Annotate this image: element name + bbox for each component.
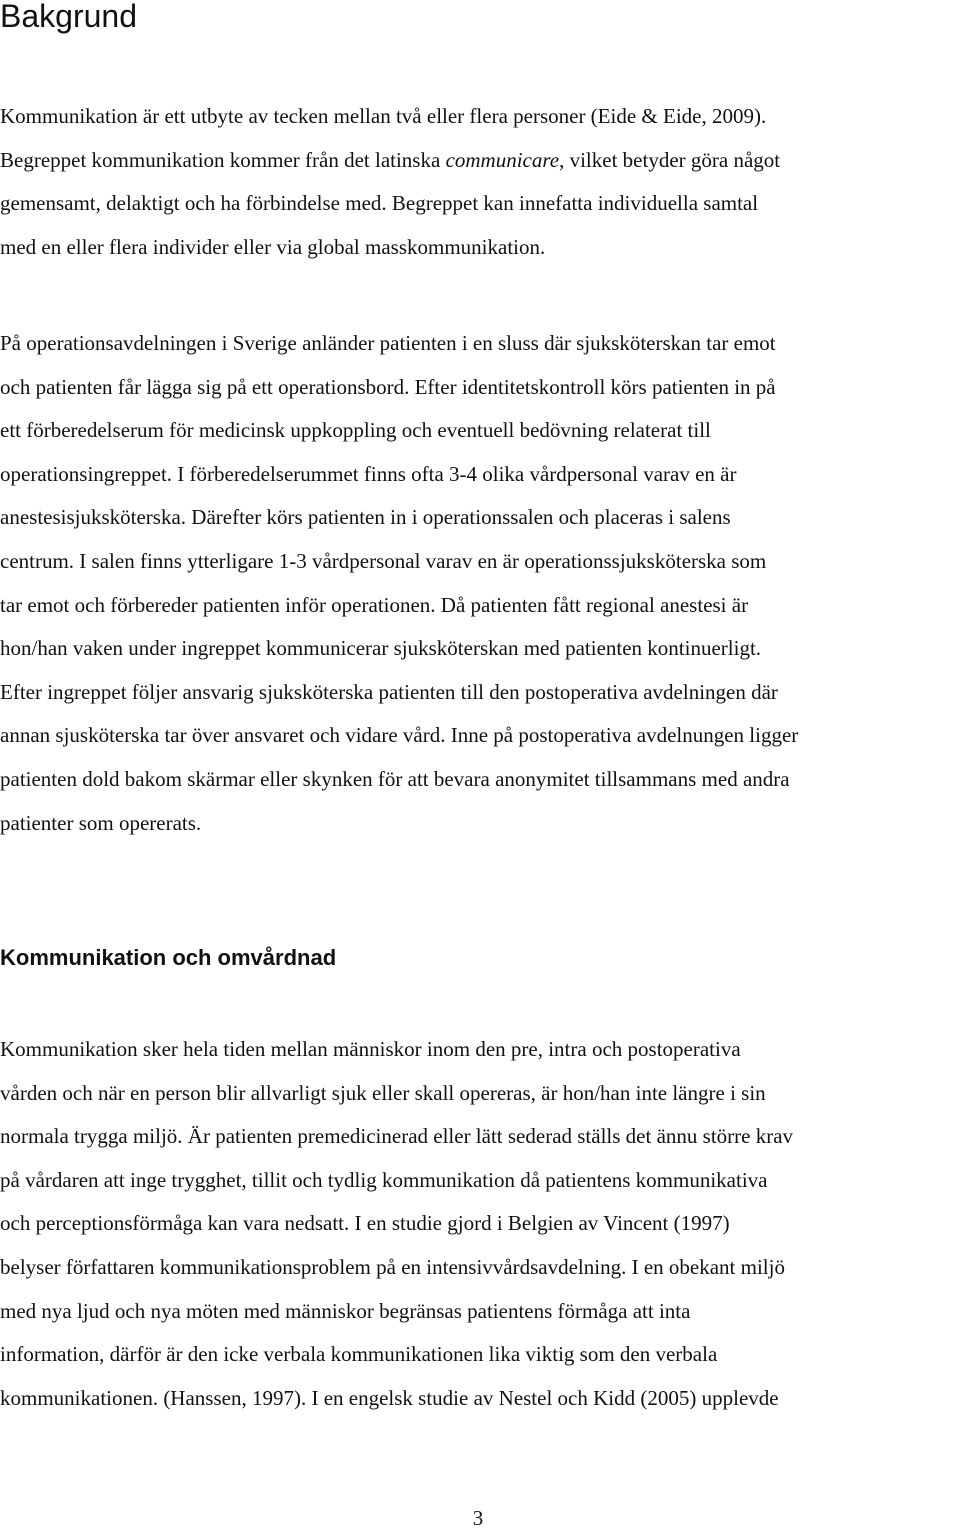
paragraph-line: med nya ljud och nya möten med människor begränsas patientens förmåga att inta [0,1298,691,1323]
paragraph-line: anestesisjuksköterska. Därefter körs patienten in i operationssalen och placeras i salens [0,505,731,530]
latin-term: communicare [445,147,560,172]
paragraph-line: På operationsavdelningen i Sverige anländer patienten i en sluss där sjuksköterskan tar emot [0,331,776,355]
paragraph-line: kommunikationen. (Hanssen, 1997). I en engelsk studie av Nestel och Kidd (2005) upplevde [0,1385,779,1410]
page-heading: Bakgrund [0,0,137,34]
paragraph-line: och patienten får lägga sig på ett operationsbord. Efter identitetskontroll körs patienten in på [0,374,776,399]
paragraph-operation-ward [0,322,960,845]
paragraph-line: belyser författaren kommunikationsproblem på en intensivvårdsavdelning. I en obekant miljö [0,1254,785,1279]
paragraph-line: patienter som opererats. [0,810,202,835]
text-run: Kommunikation är ett utbyte av tecken mellan två eller flera personer (Eide & Eide, 2009). [0,104,767,128]
paragraph-line: och perceptionsförmåga kan vara nedsatt. I en studie gjord i Belgien av Vincent (1997) [0,1211,730,1236]
paragraph-line: Efter ingreppet följer ansvarig sjuksköterska patienten till den postoperativa avdelningen där [0,679,778,704]
paragraph-line [0,139,960,183]
page-number: 3 [472,1506,484,1530]
paragraph-line: hon/han vaken under ingreppet kommunicerar sjuksköterskan med patienten kontinuerligt. [0,636,762,661]
paragraph-line: centrum. I salen finns ytterligare 1-3 vårdpersonal varav en är operationssjuksköterska som [0,548,767,573]
paragraph-line [0,95,960,139]
paragraph-line: annan sjusköterska tar över ansvaret och vidare vård. Inne på postoperativa avdelnungen ligger [0,723,799,748]
text-run: gemensamt, delaktigt och ha förbindelse med. Begreppet kan innefatta individuella samtal [0,191,759,216]
section-heading: Kommunikation och omvårdnad [0,945,337,970]
text-run: Begreppet kommunikation kommer från det latinska [0,147,446,172]
text-run: , vilket betyder göra något [559,147,781,172]
paragraph-intro [0,95,960,269]
paragraph-line [0,182,960,226]
paragraph-line [0,226,960,270]
paragraph-care-communication [0,1028,960,1420]
text-run: med en eller flera individer eller via global masskommunikation. [0,234,546,259]
paragraph-line: patienten dold bakom skärmar eller skynken för att bevara anonymitet tillsammans med andra [0,766,790,791]
paragraph-line: tar emot och förbereder patienten inför operationen. Då patienten fått regional anestesi är [0,592,749,617]
paragraph-line: Kommunikation sker hela tiden mellan människor inom den pre, intra och postoperativa [0,1037,741,1061]
paragraph-line: information, därför är den icke verbala kommunikationen lika viktig som den verbala [0,1342,718,1367]
paragraph-line: ett förberedelserum för medicinsk uppkoppling och eventuell bedövning relaterat till [0,418,711,443]
paragraph-line: vården och när en person blir allvarligt sjuk eller skall opereras, är hon/han inte längre i sin [0,1080,766,1105]
paragraph-line: på vårdaren att inge trygghet, tillit och tydlig kommunikation då patientens kommunikativa [0,1167,768,1192]
paragraph-line: normala trygga miljö. Är patienten premedicinerad eller lätt sederad ställs det ännu större krav [0,1124,794,1149]
paragraph-line: operationsingreppet. I förberedelserummet finns ofta 3-4 olika vårdpersonal varav en är [0,461,737,486]
